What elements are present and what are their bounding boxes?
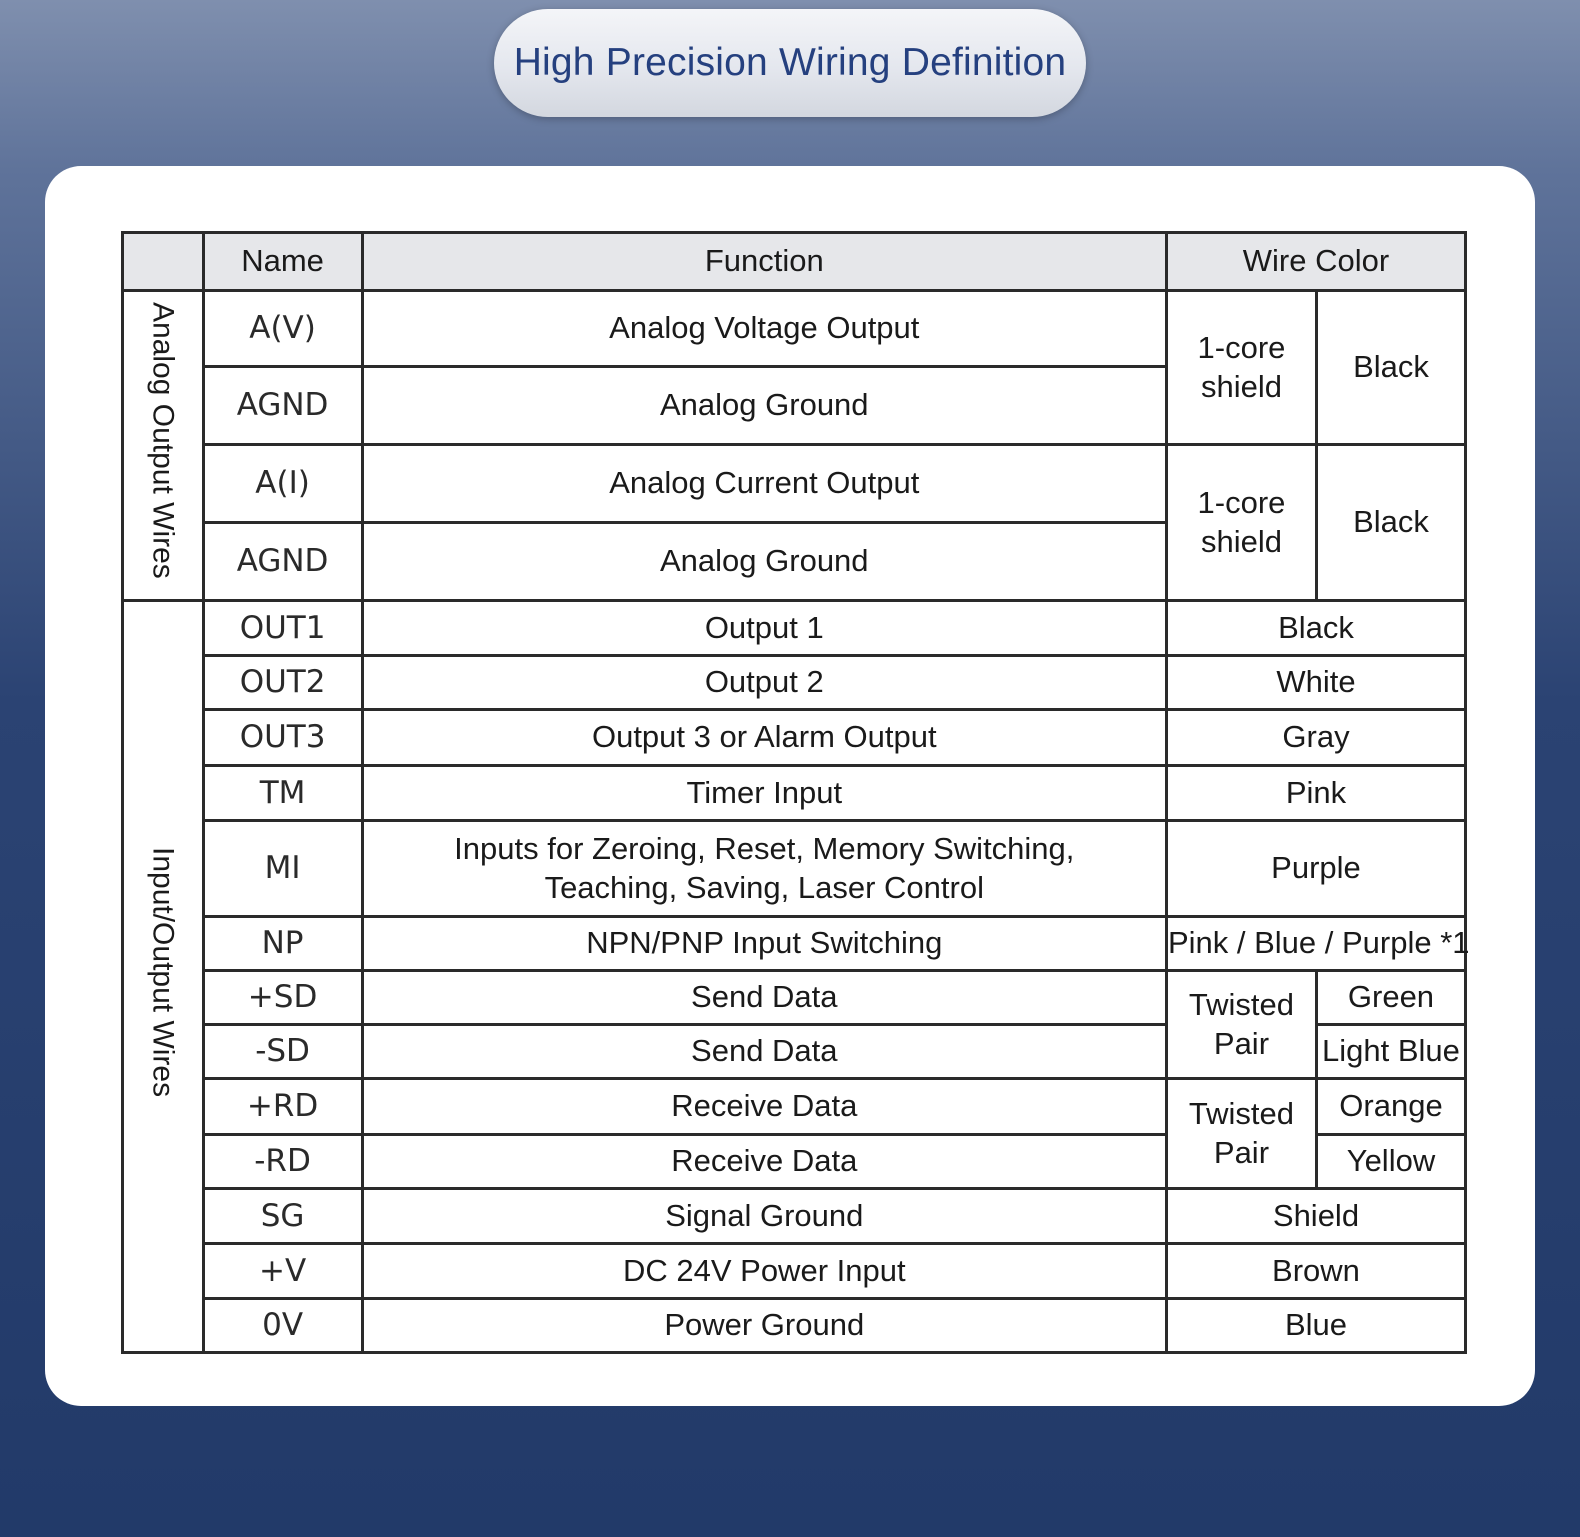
header-wire-color: Wire Color	[1166, 233, 1465, 291]
table-row	[123, 710, 1466, 766]
wire-color: Light Blue	[1316, 1025, 1465, 1079]
wire-color: Black	[1316, 445, 1465, 601]
wire-name: 0V	[203, 1299, 362, 1353]
table-row	[123, 1299, 1466, 1353]
header-function: Function	[362, 233, 1166, 291]
table-row	[123, 917, 1466, 971]
group-label: Analog Output Wires	[146, 302, 180, 580]
wire-function: Analog Voltage Output	[362, 291, 1166, 367]
wire-name: -RD	[203, 1135, 362, 1189]
wire-function: Output 2	[362, 656, 1166, 710]
wire-name: OUT2	[203, 656, 362, 710]
table-row	[123, 601, 1466, 656]
wire-function: NPN/PNP Input Switching	[362, 917, 1166, 971]
wire-function: Output 3 or Alarm Output	[362, 710, 1166, 766]
wire-function: Analog Ground	[362, 367, 1166, 445]
wire-function: Analog Current Output	[362, 445, 1166, 523]
wire-name: OUT1	[203, 601, 362, 656]
wire-function: Signal Ground	[362, 1189, 1166, 1244]
wire-color: Brown	[1166, 1244, 1465, 1299]
table-row	[123, 445, 1466, 523]
header-blank	[123, 233, 204, 291]
header-row	[123, 233, 1466, 291]
wire-function: Analog Ground	[362, 523, 1166, 601]
wire-function: DC 24V Power Input	[362, 1244, 1166, 1299]
title-banner	[494, 9, 1086, 117]
cable-type: Twisted Pair	[1166, 1079, 1316, 1189]
wiring-table	[121, 231, 1470, 1354]
wire-function: Power Ground	[362, 1299, 1166, 1353]
wire-color: White	[1166, 656, 1465, 710]
wire-function: Timer Input	[362, 766, 1166, 821]
wire-function: Receive Data	[362, 1135, 1166, 1189]
wire-name: TM	[203, 766, 362, 821]
wire-name: NP	[203, 917, 362, 971]
table-row	[123, 766, 1466, 821]
group-analog-output	[123, 291, 204, 601]
wire-name: OUT3	[203, 710, 362, 766]
cable-type: 1-core shield	[1166, 445, 1316, 601]
wire-color: Shield	[1166, 1189, 1465, 1244]
table-row	[123, 656, 1466, 710]
table-row	[123, 1079, 1466, 1135]
wire-function: Send Data	[362, 1025, 1166, 1079]
wire-name: MI	[203, 821, 362, 917]
cable-type: 1-core shield	[1166, 291, 1316, 445]
wire-name: -SD	[203, 1025, 362, 1079]
wire-color: Green	[1316, 971, 1465, 1025]
header-name: Name	[203, 233, 362, 291]
wire-function: Send Data	[362, 971, 1166, 1025]
wire-name: AGND	[203, 367, 362, 445]
wire-function: Inputs for Zeroing, Reset, Memory Switching, Teaching, Saving, Laser Control	[362, 821, 1166, 917]
wire-name: SG	[203, 1189, 362, 1244]
wire-color: Black	[1166, 601, 1465, 656]
wire-color: Purple	[1166, 821, 1465, 917]
wire-name: A(V)	[203, 291, 362, 367]
wire-color: Black	[1316, 291, 1465, 445]
table-row	[123, 821, 1466, 917]
wire-color: Pink	[1166, 766, 1465, 821]
group-label: Input/Output Wires	[146, 846, 180, 1097]
wire-function: Output 1	[362, 601, 1166, 656]
wire-name: +SD	[203, 971, 362, 1025]
wire-function: Receive Data	[362, 1079, 1166, 1135]
cable-type: Twisted Pair	[1166, 971, 1316, 1079]
group-input-output	[123, 601, 204, 1353]
wire-color: Yellow	[1316, 1135, 1465, 1189]
table-row	[123, 1244, 1466, 1299]
table-row	[123, 1189, 1466, 1244]
table-row	[123, 291, 1466, 367]
wire-color: Gray	[1166, 710, 1465, 766]
page-title: High Precision Wiring Definition	[513, 41, 1067, 84]
wire-name: AGND	[203, 523, 362, 601]
wire-name: +RD	[203, 1079, 362, 1135]
wire-color: Blue	[1166, 1299, 1465, 1353]
wire-name: A(I)	[203, 445, 362, 523]
table-row	[123, 971, 1466, 1025]
wire-name: +V	[203, 1244, 362, 1299]
wire-color: Orange	[1316, 1079, 1465, 1135]
wire-color: Pink / Blue / Purple *1	[1166, 917, 1465, 971]
